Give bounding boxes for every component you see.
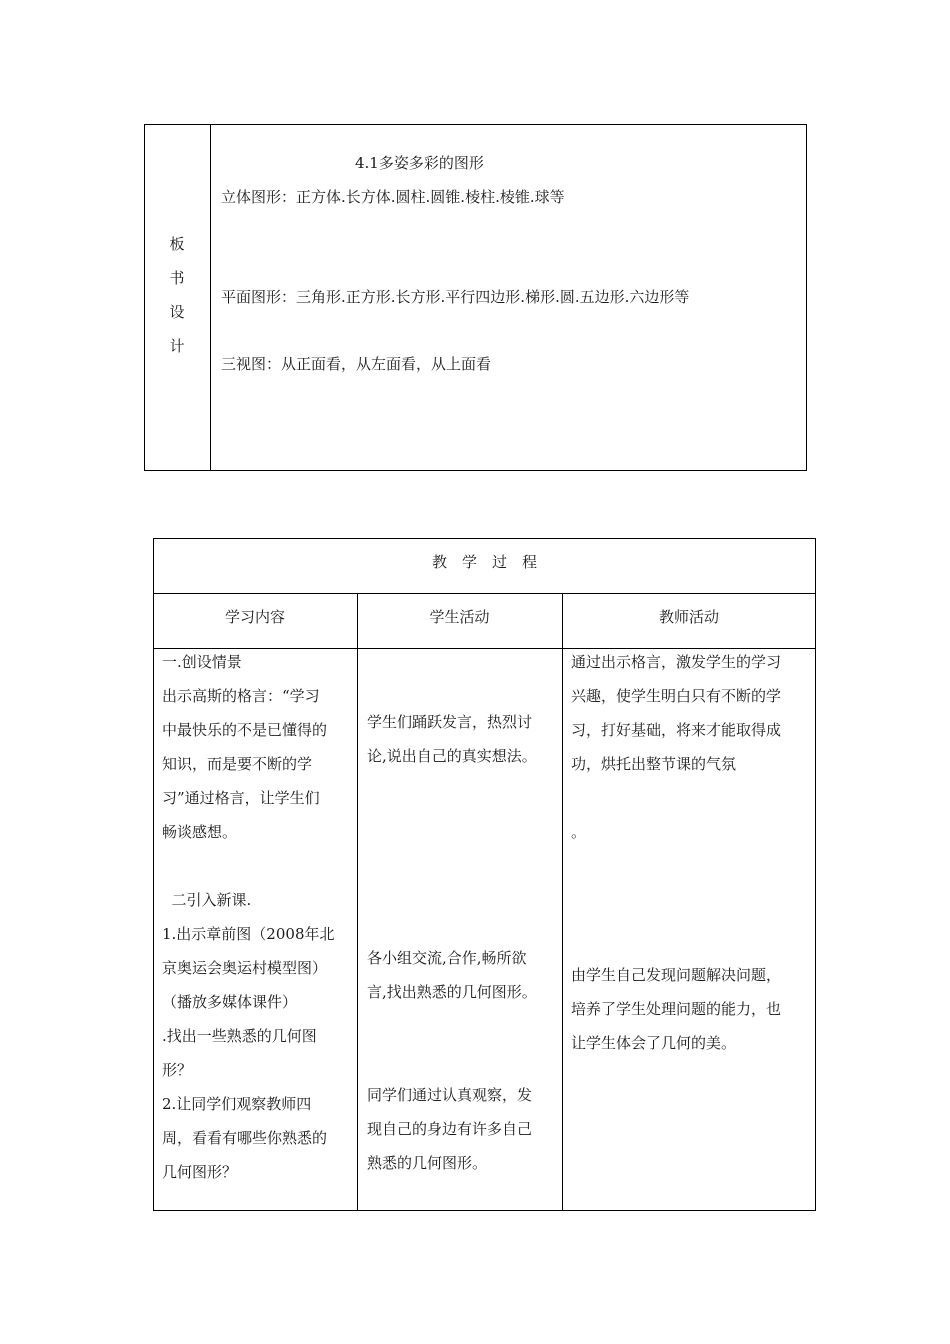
board-plane-shapes: 平面图形：三角形.正方形.长方形.平行四边形.梯形.圆.五边形.六边形等 [221,288,690,306]
board-solid-shapes: 立体图形：正方体.长方体.圆柱.圆锥.棱柱.棱锥.球等 [221,188,565,206]
board-title: 4.1多姿多彩的图形 [355,154,484,172]
teacher-line: 兴趣，使学生明白只有不断的学 [571,687,782,705]
board-three-views: 三视图：从正面看，从左面看，从上面看 [221,355,492,373]
student-activity-block-1 [367,712,537,780]
content-line: .找出一些熟悉的几何图 [162,1027,317,1045]
teacher-line: 让学生体会了几何的美。 [571,1034,737,1052]
teacher-line: 习，打好基础，将来才能取得成 [571,721,782,739]
student-line: 学生们踊跃发言，热烈讨 [367,713,533,731]
student-activity-block-3 [367,1085,532,1187]
content-line: 一.创设情景 [162,653,242,671]
content-line: 习”通过格言，让学生们 [162,789,320,807]
teacher-line: 通过出示格言，激发学生的学习 [571,653,782,671]
content-line: 中最快乐的不是已懂得的 [162,721,328,739]
student-line: 熟悉的几何图形。 [367,1154,488,1172]
board-table-divider [210,124,211,471]
content-line: 出示高斯的格言：“学习 [162,687,320,705]
side-char-1: 板 [169,235,185,253]
teacher-line: 培养了学生处理问题的能力，也 [571,1000,782,1018]
content-line: 几何图形？ [162,1163,238,1181]
content-line: 形？ [162,1061,193,1079]
teacher-activity-block-1 [571,652,781,856]
side-char-4: 计 [169,337,185,355]
student-line: 各小组交流,合作,畅所欲 [367,949,527,967]
content-line: 二引入新课. [162,891,252,909]
student-line: 同学们通过认真观察，发 [367,1086,533,1104]
header-teacher-activity: 教师活动 [658,608,719,626]
header-learning-content: 学习内容 [224,608,285,626]
content-line [162,856,335,890]
process-title: 教 学 过 程 [431,553,537,571]
student-line: 言,找出熟悉的几何图形。 [367,983,537,1001]
content-line: 2.让同学们观察教师四 [162,1095,312,1113]
teacher-line: 由学生自己发现问题解决问题， [571,966,782,984]
content-line: 京奥运会奥运村模型图） [162,959,328,977]
process-col-divider-2 [562,593,563,1211]
teacher-activity-block-2 [571,965,781,1067]
student-activity-block-2 [367,948,537,1016]
side-char-3: 设 [169,303,185,321]
header-student-activity: 学生活动 [429,608,490,626]
content-line: 知识，而是要不断的学 [162,755,313,773]
learning-content-text [162,652,335,1196]
content-line: 畅谈感想。 [162,823,238,841]
student-line: 现自己的身边有许多自己 [367,1120,533,1138]
content-line: 1.出示章前图（2008年北 [162,925,335,943]
teacher-line: 功，烘托出整节课的气氛 [571,755,737,773]
student-line: 论,说出自己的真实想法。 [367,747,537,765]
process-header-divider [153,648,816,649]
teacher-line: 。 [571,823,587,841]
content-line: 周，看看有哪些你熟悉的 [162,1129,328,1147]
process-title-divider [153,593,816,594]
side-char-2: 书 [169,269,185,287]
content-line: （播放多媒体课件） [162,993,298,1011]
process-col-divider-1 [357,593,358,1211]
teacher-line [571,788,781,822]
